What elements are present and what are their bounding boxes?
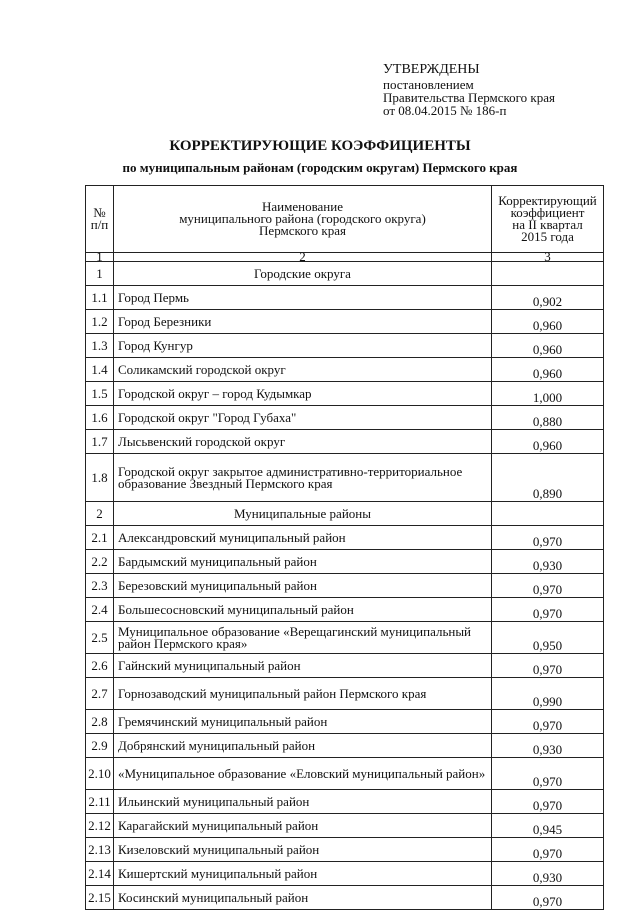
table-row [86,886,604,910]
approval-stamp [383,62,555,117]
row-name: Гремячинский муниципальный район [114,710,492,734]
row-number: 1.2 [86,310,114,334]
table-row [86,758,604,790]
row-name: Городской округ закрытое административно-территориальное образование Звездный Пермского края [114,454,492,502]
table-row [86,334,604,358]
row-number: 2.13 [86,838,114,862]
row-name: Кизеловский муниципальный район [114,838,492,862]
row-coefficient: 0,970 [492,710,604,734]
row-coefficient: 0,990 [492,678,604,710]
row-number: 2.3 [86,574,114,598]
column-number-3: 3 [492,253,604,262]
row-number: 2.15 [86,886,114,910]
row-number: 2.11 [86,790,114,814]
row-number: 2.12 [86,814,114,838]
row-coefficient: 0,930 [492,862,604,886]
row-coefficient [492,262,604,286]
row-coefficient: 0,930 [492,550,604,574]
table-row [86,710,604,734]
table-row [86,526,604,550]
row-coefficient: 0,970 [492,886,604,910]
row-name: Городской округ – город Кудымкар [114,382,492,406]
row-coefficient: 0,960 [492,334,604,358]
row-coefficient: 0,970 [492,598,604,622]
header-name: Наименование муниципального района (городского округа) Пермского края [114,186,492,253]
table-row [86,454,604,502]
table-row [86,838,604,862]
row-coefficient: 0,960 [492,430,604,454]
approval-line-resolution: постановлением [383,77,474,92]
section-name: Городские округа [114,262,492,286]
row-number: 1.6 [86,406,114,430]
row-name: Горнозаводский муниципальный район Пермского края [114,678,492,710]
row-coefficient: 0,970 [492,654,604,678]
table-row [86,430,604,454]
table-section-row [86,502,604,526]
row-name: Ильинский муниципальный район [114,790,492,814]
row-name: Город Березники [114,310,492,334]
header-coef: Корректирующий коэффициент на II квартал 2015 года [492,186,604,253]
row-name: Добрянский муниципальный район [114,734,492,758]
row-number: 1.5 [86,382,114,406]
row-name: Город Пермь [114,286,492,310]
row-coefficient: 0,930 [492,734,604,758]
column-number-2: 2 [114,253,492,262]
table-row [86,862,604,886]
row-name: Карагайский муниципальный район [114,814,492,838]
table-row [86,654,604,678]
row-name: Березовский муниципальный район [114,574,492,598]
row-name: «Муниципальное образование «Еловский муниципальный район» [114,758,492,790]
row-name: Кишертский муниципальный район [114,862,492,886]
row-number: 2.2 [86,550,114,574]
row-number: 2 [86,502,114,526]
table-row [86,598,604,622]
row-coefficient: 0,950 [492,622,604,654]
table-row [86,574,604,598]
row-coefficient [492,502,604,526]
table-section-row [86,262,604,286]
document-title: КОРРЕКТИРУЮЩИЕ КОЭФФИЦИЕНТЫ [169,138,471,154]
row-number: 2.5 [86,622,114,654]
row-number: 2.7 [86,678,114,710]
table-row [86,358,604,382]
row-number: 1.7 [86,430,114,454]
row-number: 1.1 [86,286,114,310]
table-row [86,678,604,710]
table-row [86,382,604,406]
row-coefficient: 0,970 [492,526,604,550]
table-row [86,814,604,838]
row-coefficient: 0,970 [492,790,604,814]
row-number: 1.4 [86,358,114,382]
header-num: № п/п [86,186,114,253]
row-coefficient: 0,960 [492,310,604,334]
row-number: 2.9 [86,734,114,758]
table-row [86,550,604,574]
row-coefficient: 0,960 [492,358,604,382]
row-name: Город Кунгур [114,334,492,358]
table-row [86,406,604,430]
row-coefficient: 0,880 [492,406,604,430]
row-name: Лысьвенский городской округ [114,430,492,454]
coefficients-table [85,185,604,910]
approval-line-approved: УТВЕРЖДЕНЫ [383,62,480,77]
row-name: Муниципальное образование «Верещагинский муниципальный район Пермского края» [114,622,492,654]
row-coefficient: 1,000 [492,382,604,406]
row-number: 2.14 [86,862,114,886]
table-row [86,790,604,814]
row-name: Большесосновский муниципальный район [114,598,492,622]
row-number: 2.1 [86,526,114,550]
row-number: 2.8 [86,710,114,734]
table-body [86,262,604,910]
row-name: Александровский муниципальный район [114,526,492,550]
row-coefficient: 0,970 [492,758,604,790]
approval-line-date: от 08.04.2015 № 186-п [383,103,507,118]
column-number-row [86,253,604,262]
table-row [86,310,604,334]
table-row [86,734,604,758]
document-subtitle: по муниципальным районам (городским округам) Пермского края [122,160,518,175]
row-number: 2.6 [86,654,114,678]
column-number-1: 1 [86,253,114,262]
row-name: Бардымский муниципальный район [114,550,492,574]
table-row [86,286,604,310]
row-coefficient: 0,890 [492,454,604,502]
row-name: Косинский муниципальный район [114,886,492,910]
row-coefficient: 0,945 [492,814,604,838]
approval-line-government: Правительства Пермского края [383,90,555,105]
row-number: 1.3 [86,334,114,358]
row-name: Гайнский муниципальный район [114,654,492,678]
table-row [86,622,604,654]
row-coefficient: 0,970 [492,574,604,598]
row-number: 2.10 [86,758,114,790]
row-number: 2.4 [86,598,114,622]
row-coefficient: 0,902 [492,286,604,310]
row-number: 1 [86,262,114,286]
section-name: Муниципальные районы [114,502,492,526]
row-number: 1.8 [86,454,114,502]
row-coefficient: 0,970 [492,838,604,862]
row-name: Городской округ "Город Губаха" [114,406,492,430]
table-header-row [86,186,604,253]
row-name: Соликамский городской округ [114,358,492,382]
